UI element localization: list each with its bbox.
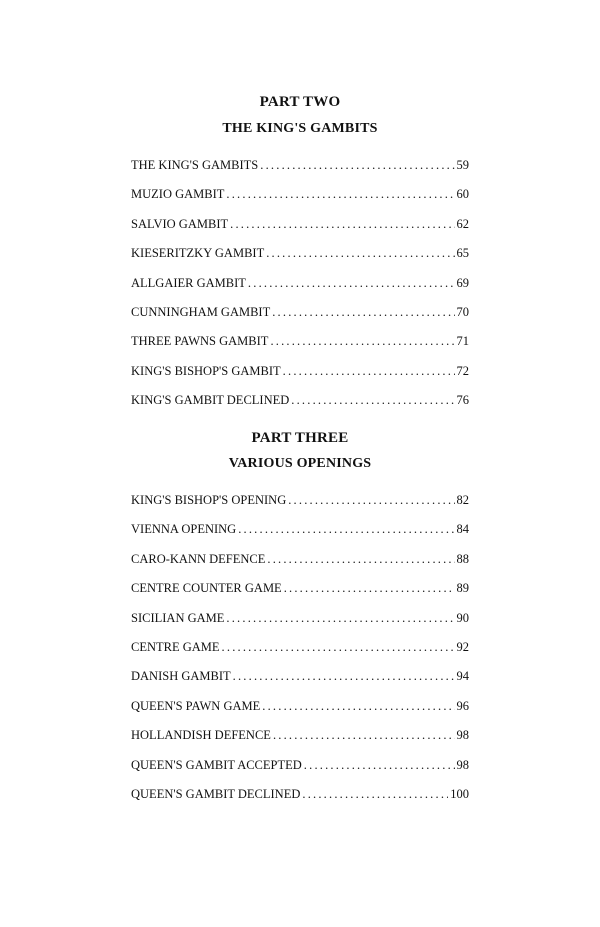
toc-entry-page: 70 bbox=[456, 304, 469, 319]
toc-dot-leader bbox=[291, 392, 454, 408]
toc-entry-title: KING'S BISHOP'S OPENING bbox=[131, 493, 287, 507]
toc-entry[interactable] bbox=[131, 245, 469, 274]
toc-dot-leader bbox=[283, 363, 455, 379]
toc-entry[interactable] bbox=[131, 186, 469, 215]
toc-entry-title: DANISH GAMBIT bbox=[131, 669, 231, 684]
toc-entry-title: CARO-KANN DEFENCE bbox=[131, 551, 266, 566]
toc-entry-title: VIENNA OPENING bbox=[131, 522, 237, 537]
toc-entry[interactable] bbox=[131, 551, 469, 580]
toc-entry-title: ALLGAIER GAMBIT bbox=[131, 275, 246, 290]
toc-entry-title: CUNNINGHAM GAMBIT bbox=[131, 304, 271, 319]
toc-dot-leader bbox=[260, 157, 454, 173]
toc-entry[interactable] bbox=[131, 727, 469, 756]
toc-entry-page: 69 bbox=[456, 275, 469, 290]
part-three-title: PART THREE bbox=[251, 430, 349, 446]
toc-entry[interactable] bbox=[131, 492, 469, 521]
toc-entry-page: 71 bbox=[456, 334, 469, 349]
toc-entry-title: QUEEN'S GAMBIT DECLINED bbox=[131, 786, 301, 801]
toc-entry-title: KIESERITZKY GAMBIT bbox=[131, 246, 265, 261]
toc-entry-page: 100 bbox=[450, 786, 469, 801]
toc-dot-leader bbox=[304, 757, 455, 773]
toc-entry[interactable] bbox=[131, 157, 469, 186]
toc-entry[interactable] bbox=[131, 639, 469, 668]
toc-entry-title: SALVIO GAMBIT bbox=[131, 216, 229, 231]
toc-entry-page: 94 bbox=[456, 669, 469, 684]
toc-entry[interactable] bbox=[131, 216, 469, 245]
toc-entry-title: HOLLANDISH DEFENCE bbox=[131, 728, 271, 743]
toc-entry-title: CENTRE GAME bbox=[131, 639, 220, 654]
toc-entry[interactable] bbox=[131, 698, 469, 727]
toc-dot-leader bbox=[266, 245, 454, 261]
toc-dot-leader bbox=[270, 333, 454, 349]
toc-entry[interactable] bbox=[131, 392, 469, 421]
toc-entry[interactable] bbox=[131, 304, 469, 333]
toc-entry-page: 60 bbox=[456, 187, 469, 202]
toc-entry-page: 88 bbox=[456, 551, 469, 566]
toc-entry-page: 90 bbox=[456, 610, 469, 625]
part-two-title: PART TWO bbox=[259, 94, 341, 110]
toc-dot-leader bbox=[267, 551, 454, 567]
toc-dot-leader bbox=[272, 304, 454, 320]
toc-dot-leader bbox=[233, 668, 455, 684]
toc-entry[interactable] bbox=[131, 333, 469, 362]
toc-list-part-two bbox=[131, 157, 469, 422]
toc-dot-leader bbox=[230, 216, 454, 232]
toc-entry-title: THREE PAWNS GAMBIT bbox=[131, 334, 269, 349]
toc-dot-leader bbox=[222, 639, 455, 655]
toc-dot-leader bbox=[226, 610, 454, 626]
toc-entry-page: 92 bbox=[456, 639, 469, 654]
toc-entry-title: QUEEN'S PAWN GAME bbox=[131, 698, 261, 713]
toc-entry[interactable] bbox=[131, 786, 469, 815]
toc-dot-leader bbox=[288, 492, 454, 508]
toc-entry[interactable] bbox=[131, 668, 469, 697]
toc-entry-title: SICILIAN GAME bbox=[131, 610, 225, 625]
toc-dot-leader bbox=[284, 580, 455, 596]
toc-entry[interactable] bbox=[131, 757, 469, 786]
part-three-subtitle: VARIOUS OPENINGS bbox=[228, 456, 372, 471]
toc-entry-page: 76 bbox=[456, 393, 469, 408]
toc-entry-page: 89 bbox=[456, 581, 469, 596]
toc-entry[interactable] bbox=[131, 521, 469, 550]
toc-entry-page: 72 bbox=[456, 363, 469, 378]
toc-dot-leader bbox=[273, 727, 455, 743]
toc-entry-page: 59 bbox=[456, 158, 469, 172]
toc-entry-page: 65 bbox=[456, 246, 469, 261]
toc-dot-leader bbox=[248, 275, 455, 291]
part-two-subtitle: THE KING'S GAMBITS bbox=[222, 121, 378, 136]
toc-dot-leader bbox=[226, 186, 454, 202]
toc-entry-title: KING'S BISHOP'S GAMBIT bbox=[131, 363, 281, 378]
toc-dot-leader bbox=[238, 521, 454, 537]
toc-entry-page: 98 bbox=[456, 728, 469, 743]
toc-entry-title: KING'S GAMBIT DECLINED bbox=[131, 393, 290, 408]
toc-dot-leader bbox=[302, 786, 448, 802]
toc-entry[interactable] bbox=[131, 610, 469, 639]
toc-entry-page: 84 bbox=[456, 522, 469, 537]
toc-entry[interactable] bbox=[131, 275, 469, 304]
toc-entry-title: QUEEN'S GAMBIT ACCEPTED bbox=[131, 757, 302, 772]
toc-entry-page: 62 bbox=[456, 216, 469, 231]
toc-entry-title: THE KING'S GAMBITS bbox=[131, 158, 259, 172]
toc-dot-leader bbox=[262, 698, 454, 714]
toc-entry-page: 96 bbox=[456, 698, 469, 713]
toc-list-part-three bbox=[131, 492, 469, 815]
toc-entry-title: MUZIO GAMBIT bbox=[131, 187, 225, 202]
toc-entry[interactable] bbox=[131, 580, 469, 609]
toc-entry-page: 82 bbox=[456, 493, 469, 507]
toc-entry[interactable] bbox=[131, 363, 469, 392]
toc-entry-page: 98 bbox=[456, 757, 469, 772]
toc-entry-title: CENTRE COUNTER GAME bbox=[131, 581, 282, 596]
